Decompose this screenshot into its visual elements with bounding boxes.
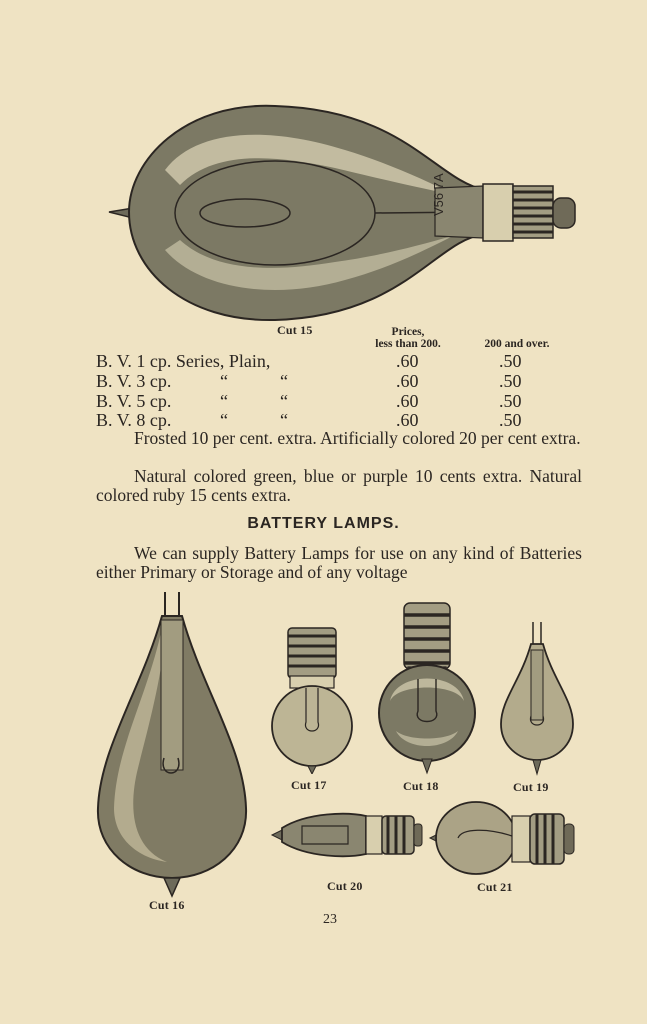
price-row-ditto: “ xyxy=(280,371,288,391)
cut-17-caption: Cut 17 xyxy=(291,778,327,792)
price-row-price-200-over: .50 xyxy=(499,391,522,411)
price-row xyxy=(96,391,596,411)
price-row-name: B. V. 8 cp. xyxy=(96,410,172,430)
section-heading: BATTERY LAMPS. xyxy=(247,515,400,532)
bulb-cut-15-illustration xyxy=(105,100,580,325)
price-header-under-200 xyxy=(350,326,466,350)
cut-21-caption: Cut 21 xyxy=(477,880,513,894)
page-number: 23 xyxy=(323,912,337,927)
note-natural-colored: Natural colored green, blue or purple 10 cents extra. Natural colored ruby 15 cents extra. xyxy=(96,466,582,505)
price-row-name: B. V. 5 cp. xyxy=(96,391,172,411)
bulb-cut-20-illustration xyxy=(268,806,424,864)
price-row-ditto: “ xyxy=(220,371,228,391)
bulb-cut-18-illustration xyxy=(376,601,478,775)
cut-18-caption: Cut 18 xyxy=(403,779,439,793)
price-row-ditto: “ xyxy=(220,410,228,430)
price-row-price-200-over: .50 xyxy=(499,371,522,391)
price-row-price-under-200: .60 xyxy=(396,391,419,411)
price-header-200-and-over: 200 and over. xyxy=(484,338,550,350)
price-row-price-under-200: .60 xyxy=(396,410,419,430)
cut-16-caption: Cut 16 xyxy=(149,898,185,912)
price-row-ditto: “ xyxy=(280,410,288,430)
bulb-cut-16-illustration xyxy=(92,588,252,900)
cut-19-caption: Cut 19 xyxy=(513,780,549,794)
price-row-ditto: “ xyxy=(220,391,228,411)
section-text: We can supply Battery Lamps for use on any kind of Batteries either Primary or Storage and of any voltage xyxy=(96,543,582,582)
note-frosted: Frosted 10 per cent. extra. Artificially colored 20 per cent extra. xyxy=(134,428,581,448)
price-row-name: B. V. 1 cp. Series, Plain, xyxy=(96,351,271,371)
cut-15-caption: Cut 15 xyxy=(277,323,313,337)
price-row-price-under-200: .60 xyxy=(396,371,419,391)
bulb-marking: V56 7A xyxy=(431,173,446,216)
bulb-cut-21-illustration xyxy=(428,800,576,878)
price-row-price-200-over: .50 xyxy=(499,410,522,430)
price-row xyxy=(96,410,596,430)
cut-20-caption: Cut 20 xyxy=(327,879,363,893)
price-row-price-under-200: .60 xyxy=(396,351,419,371)
price-header-line-1: Prices, xyxy=(391,326,425,338)
bulb-cut-17-illustration xyxy=(268,622,356,774)
price-row-name: B. V. 3 cp. xyxy=(96,371,172,391)
bulb-cut-19-illustration xyxy=(497,620,577,776)
price-row-ditto: “ xyxy=(280,391,288,411)
price-row xyxy=(96,351,596,371)
price-row-price-200-over: .50 xyxy=(499,351,522,371)
price-row xyxy=(96,371,596,391)
price-header-line-2: less than 200. xyxy=(375,338,441,350)
